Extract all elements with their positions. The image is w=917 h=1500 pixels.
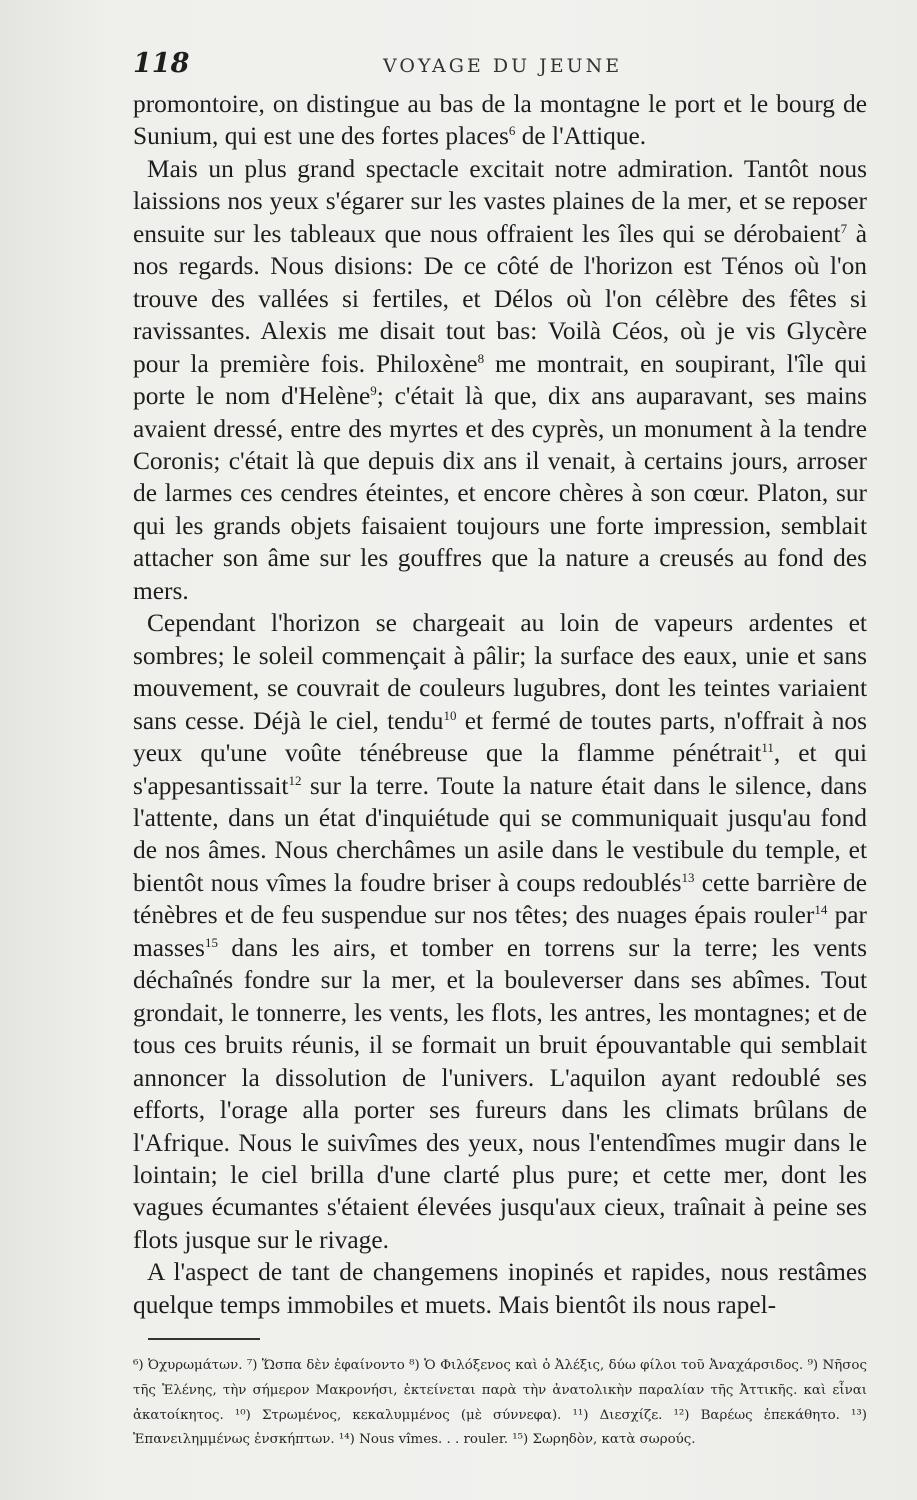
body-text xyxy=(133,88,867,1321)
text-run: me montrait, en soupirant, l'île qui porte le nom d'Helène xyxy=(133,349,867,411)
page-header xyxy=(133,48,867,88)
footnotes: ⁶) Ὀχυρωμάτων. ⁷) Ὥσπα δὲν ἐφαίνοντο ⁸) Ὁ Φιλόξενος καὶ ὁ Ἀλέξις, δύω φίλοι τοῦ Ἀναχάρσιδος. ⁹) Νῆσος τῆς Ἑλένης, τὴν σήμερον Μακρονήσι, ἐκτείνεται παρὰ τὴν ἀνατολικὴν παραλίαν τῆς Ἀττικῆς. καὶ εἶναι ἀκατοίκητος. ¹⁰) Στρωμένος, κεκαλυμμένος (μὲ σύννεφα). ¹¹) Διεσχίζε. ¹²) Βαρέως ἐπεκάθητο. ¹³) Ἐπανειλημμένως ἐνσκήπτων. ¹⁴) Nous vîmes. . . rouler. ¹⁵) Σωρηδὸν, κατὰ σωρούς. xyxy=(133,1358,867,1448)
footnote-rule xyxy=(148,1338,260,1340)
page-number: 118 xyxy=(133,48,190,79)
text-run: et fermé de toutes parts, n'offrait à nos yeux qu'une voûte ténébreuse que la flamme pénétrait xyxy=(133,706,867,768)
running-head: VOYAGE DU JEUNE xyxy=(383,55,623,77)
paragraph xyxy=(133,88,867,153)
text-run: cette barrière de ténèbres et de feu suspendue sur nos têtes; des nuages épais rouler xyxy=(133,868,867,930)
text-run: par masses xyxy=(133,901,867,962)
footnote-marker: 11 xyxy=(761,740,774,756)
footnote-marker: 10 xyxy=(443,707,457,723)
text-run: Mais un plus grand spectacle excitait notre admiration. Tantôt nous laissions nos yeux s'égarer sur les vastes plaines de la mer, et se reposer ensuite sur les tableaux que nous offraient les îles qui se dérobaient xyxy=(133,154,867,248)
text-run: de l'Attique. xyxy=(515,122,647,151)
paragraph xyxy=(133,1256,867,1321)
text-run: Cependant l'horizon se chargeait au loin de vapeurs ardentes et sombres; le soleil commençait à pâlir; la surface des eaux, unie et sans mouvement, se couvrait de couleurs lugubres, dont les teintes variaient sans cesse. Déjà le ciel, tendu xyxy=(133,609,867,735)
footnote-marker: 13 xyxy=(681,869,695,885)
text-run: promontoire, on distingue au bas de la montagne le port et le bourg de Sunium, qui est une des fortes places xyxy=(133,90,867,151)
footnote-marker: 12 xyxy=(288,772,302,788)
text-run: dans les airs, et tomber en torrens sur la terre; les vents déchaînés fondre sur la mer, et la bouleverser dans ses abîmes. Tout grondait, le tonnerre, les vents, les flots, les antres, les montagnes; et de tous ces bruits réunis, il se formait un bruit épouvantable qui semblait annoncer la dissolution de l'univers. L'aquilon ayant redoublé ses efforts, l'orage alla porter ses fureurs dans les climats brûlans de l'Afrique. Nous le suivîmes des yeux, nous l'entendîmes mugir dans le lointain; le ciel brilla d'une clarté plus pure; et cette mer, dont les vagues écumantes s'étaient élevées jusqu'aux cieux, traînait à peine ses flots jusque sur le rivage. xyxy=(133,933,867,1254)
paragraph xyxy=(133,153,867,607)
footnote-marker: 8 xyxy=(477,350,485,366)
footnote-marker: 15 xyxy=(204,934,218,950)
footnote-marker: 14 xyxy=(814,902,828,918)
text-run: à nos regards. Nous disions: De ce côté de l'horizon est Ténos où l'on trouve des vallées si fertiles, et Délos où l'on célèbre des fêtes si ravissantes. Alexis me disait tout bas: Voilà Céos, où je vis Glycère pour la première fois. Philoxène xyxy=(133,219,867,378)
footnote-marker: 7 xyxy=(840,220,848,236)
footnote-marker: 6 xyxy=(508,123,516,139)
text-run: , et qui s'appesantissait xyxy=(133,739,868,800)
paragraph xyxy=(133,607,867,1256)
text-run: A l'aspect de tant de changemens inopinés et rapides, nous restâmes quelque temps immobiles et muets. Mais bientôt ils nous rapel- xyxy=(133,1258,867,1319)
footnote-marker: 9 xyxy=(370,383,377,399)
text-run: ; c'était là que, dix ans auparavant, ses mains avaient dressé, entre des myrtes et des cyprès, un monument à la tendre Coronis; c'était là que depuis dix ans il venait, à certains jours, arroser de larmes ces cendres éteintes, et encore chères à son cœur. Platon, sur qui les grands objets faisaient toujours une forte impression, semblait attacher son âme sur les gouffres que la nature a creusés au fond des mers. xyxy=(133,382,868,605)
text-run: sur la terre. Toute la nature était dans le silence, dans l'attente, dans un état d'inquiétude qui se communiquait jusqu'au fond de nos âmes. Nous cherchâmes un asile dans le vestibule du temple, et bientôt nous vîmes la foudre briser à coups redoublés xyxy=(133,771,867,897)
